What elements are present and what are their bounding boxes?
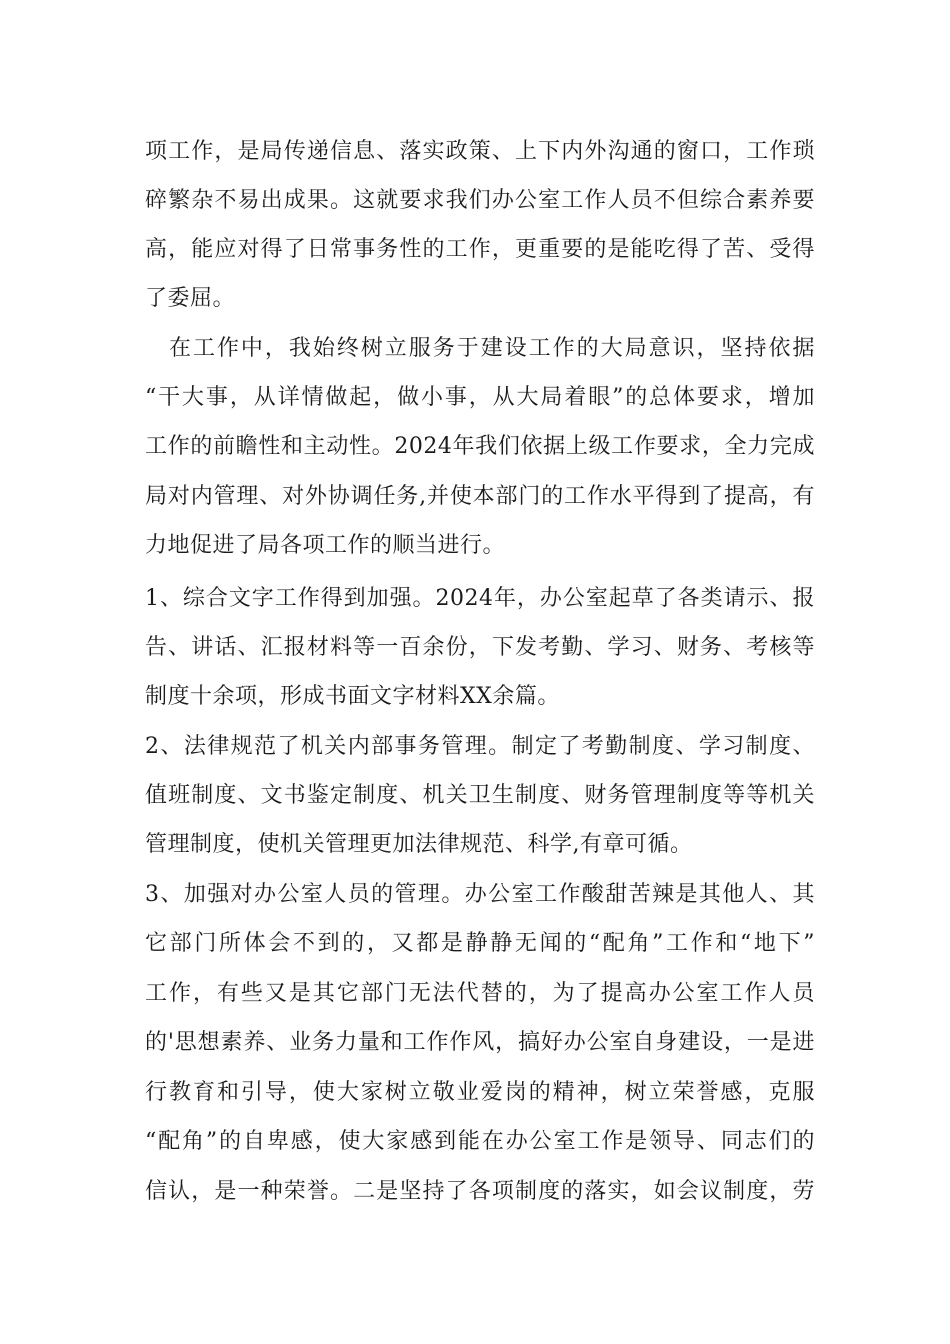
text-line: 它部门所体会不到的，又都是静静无闻的“配角”工作和“地下” [145,931,815,956]
text-line: 工作的前瞻性和主动性。2024年我们依据上级工作要求，全力完成 [145,434,815,459]
text-line: 制度十余项，形成书面文字材料XX余篇。 [145,684,560,709]
text-line: “干大事，从详情做起，做小事，从大局着眼”的总体要求，增加 [145,385,815,410]
text-line: 2、法律规范了机关内部事务管理。制定了考勤制度、学习制度、 [145,734,815,759]
text-line: 3、加强对办公室人员的管理。办公室工作酸甜苦辣是其他人、其 [145,882,815,907]
text-line: “配角”的自卑感，使大家感到能在办公室工作是领导、同志们的 [145,1129,815,1154]
text-line: 值班制度、文书鉴定制度、机关卫生制度、财务管理制度等等机关 [145,783,815,808]
text-line: 行教育和引导，使大家树立敬业爱岗的精神，树立荣誉感，克服 [145,1080,815,1105]
text-line: 信认，是一种荣誉。二是坚持了各项制度的落实，如会议制度，劳 [145,1179,815,1204]
text-line: 在工作中，我始终树立服务于建设工作的大局意识，坚持依据 [145,336,815,361]
text-line: 管理制度，使机关管理更加法律规范、科学,有章可循。 [145,832,693,857]
text-line: 告、讲话、汇报材料等一百余份，下发考勤、学习、财务、考核等 [145,635,815,660]
text-line: 力地促进了局各项工作的顺当进行。 [145,533,506,558]
text-line: 了委屈。 [145,286,236,311]
text-line: 的'思想素养、业务力量和工作作风，搞好办公室自身建设，一是进 [145,1030,815,1055]
text-line: 碎繁杂不易出成果。这就要求我们办公室工作人员不但综合素养要 [145,188,815,213]
text-line: 工作，有些又是其它部门无法代替的，为了提高办公室工作人员 [145,981,815,1006]
text-line: 局对内管理、对外协调任务,并使本部门的工作水平得到了提高，有 [145,484,815,509]
text-line: 项工作，是局传递信息、落实政策、上下内外沟通的窗口，工作琐 [145,139,815,164]
text-line: 高，能应对得了日常事务性的工作，更重要的是能吃得了苦、受得 [145,237,815,262]
text-line: 1、综合文字工作得到加强。2024年，办公室起草了各类请示、报 [145,586,815,611]
